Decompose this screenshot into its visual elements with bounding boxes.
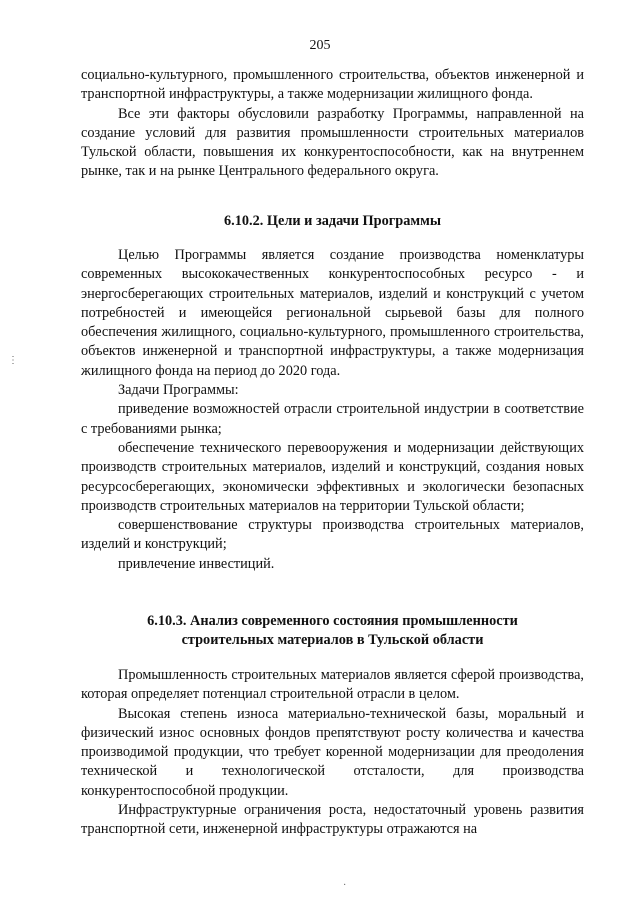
analysis-paragraph-2: Высокая степень износа материально-технической базы, моральный и физический износ основных фондов препятствуют росту количества и качества производимой продукции, что требует коренной модернизации для преодоления технической и технологической отсталости, для производства конкурентоспособной продукции.	[81, 705, 584, 799]
intro-paragraph-1: социально-культурного, промышленного строительства, объектов инженерной и транспортной инфраструктуры, а также модернизации жилищного фонда.	[81, 67, 584, 103]
goals-block	[81, 246, 584, 574]
scan-margin-mark: ⋮	[8, 355, 18, 366]
analysis-paragraph-1: Промышленность строительных материалов является сферой производства, которая определяет потенциал строительной отрасли в целом.	[81, 667, 584, 703]
section-heading-analysis	[81, 612, 584, 651]
goal-paragraph: Целью Программы является создание производства номенклатуры современных высококачественных конкурентоспособных ресурсо - и энергосберегающих строительных материалов, изделий и конструкций с учетом потребностей и имеющейся региональной сырьевой базы для полного обеспечения жилищного, социально-культурного, промышленного строительства, объектов инженерной и транспортной инфраструктуры, а также модернизация жилищного фонда на период до 2020 года.	[81, 247, 584, 379]
task-item: приведение возможностей отрасли строительной индустрии в соответствие с требованиями рынка;	[81, 401, 584, 437]
section-heading-goals: 6.10.2. Цели и задачи Программы	[223, 213, 442, 229]
analysis-block	[81, 666, 584, 840]
section-heading-analysis-line-2: строительных материалов в Тульской области	[181, 632, 484, 649]
tasks-label: Задачи Программы:	[118, 382, 239, 399]
intro-block	[81, 66, 584, 182]
task-item: совершенствование структуры производства строительных материалов, изделий и конструкций;	[81, 517, 584, 553]
section-heading-analysis-line-1: 6.10.3. Анализ современного состояния промышленности	[147, 613, 518, 629]
intro-paragraph-2: Все эти факторы обусловили разработку Программы, направленной на создание условий для развития промышленности строительных материалов Тульской области, повышения их конкурентоспособности, как на внутреннем рынке, так и на рынке Центрального федерального округа.	[81, 105, 584, 180]
task-item: обеспечение технического перевооружения и модернизации действующих производств строительных материалов, изделий и конструкций, создания новых ресурсосберегающих, экономически эффективных и экологически безопасных производств строительных материалов на территории Тульской области;	[81, 439, 584, 514]
scan-dot-mark: ·	[343, 880, 347, 891]
analysis-paragraph-3: Инфраструктурные ограничения роста, недостаточный уровень развития транспортной сети, инженерной инфраструктуры отражаются на	[81, 802, 584, 838]
task-item: привлечение инвестиций.	[118, 555, 275, 572]
page-number: 205	[309, 38, 331, 53]
